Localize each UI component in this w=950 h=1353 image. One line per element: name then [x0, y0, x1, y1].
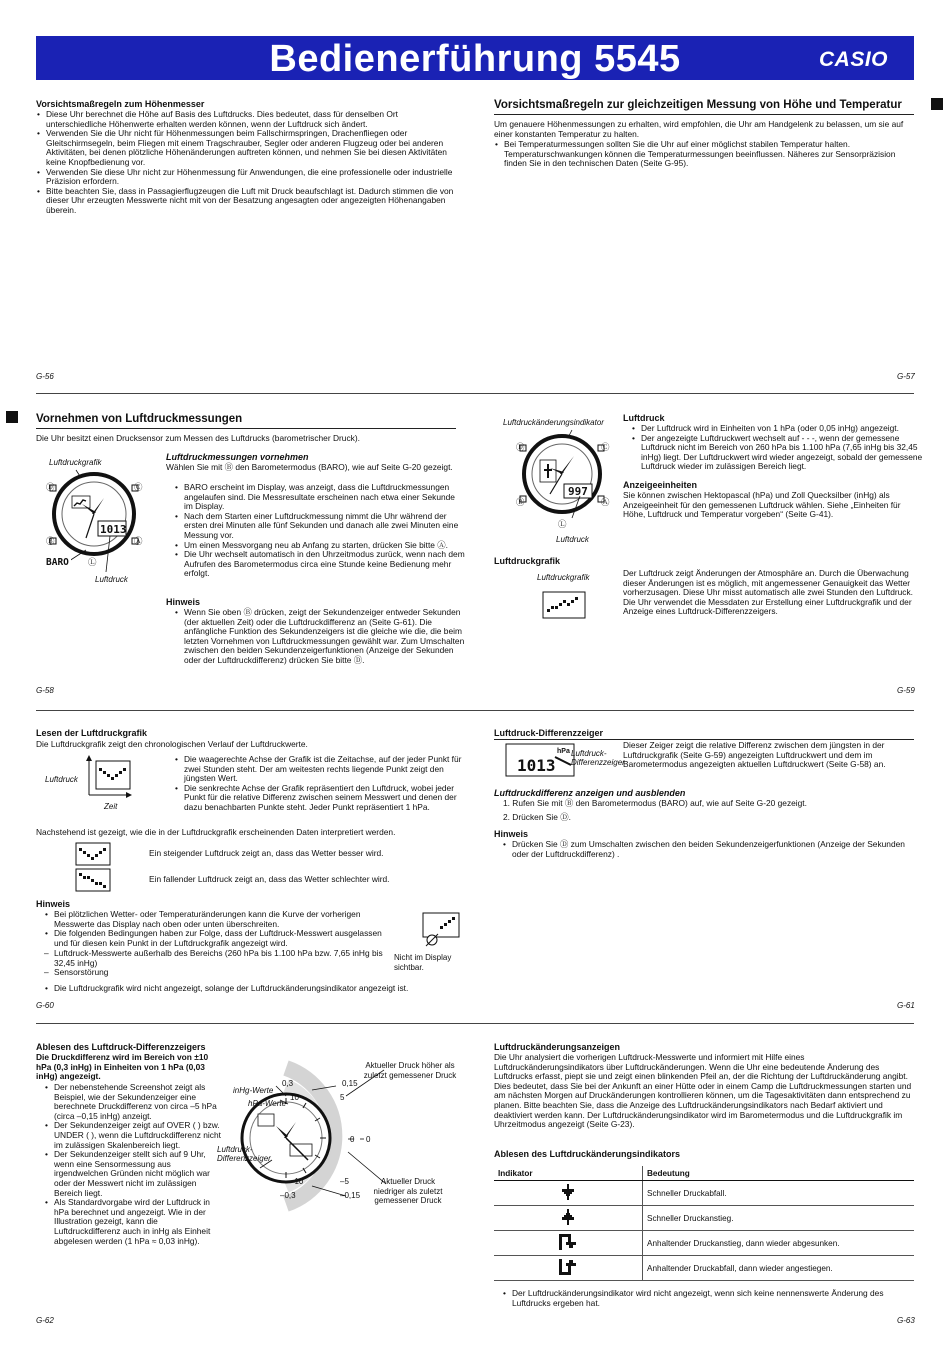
display-value: 997: [568, 485, 588, 498]
g62-bullets: [44, 1083, 222, 1246]
tick-hpa-3: –5: [340, 1177, 349, 1186]
g59-pressure-bullets: [631, 424, 924, 472]
page-divider: [36, 1023, 914, 1024]
tick-inhg-3: –0,15: [340, 1191, 361, 1200]
g60-last: [44, 984, 466, 994]
button-d-label: Ⓓ: [516, 442, 525, 452]
pressure-graph-icon: [542, 591, 586, 619]
g58-hint: [174, 608, 466, 666]
button-c-label: Ⓒ: [601, 442, 610, 452]
button-l-label: Ⓛ: [558, 519, 567, 529]
list-item: • Nach dem Starten einer Luftdruckmessung nimmt die Uhr während der ersten drei Minuten alle fünf Sekunden und danach alle zwei Minuten eine Messung vor.: [184, 512, 466, 541]
list-item: • BARO erscheint im Display, was anzeigt, dass die Luftdruckmessungen angelaufen sind. Die Messresultate erscheinen nach etwa einer Sekunde im Display.: [184, 483, 466, 512]
manual-title: Bedienerführung 5545: [269, 38, 681, 80]
section-marker: [931, 98, 943, 110]
axis-label-y: Luftdruck: [45, 775, 78, 784]
rising-text: Ein steigender Luftdruck zeigt an, dass das Wetter besser wird.: [149, 848, 384, 858]
g63-heading: Luftdruckänderungsanzeigen: [494, 1042, 621, 1052]
page-number: G-59: [897, 686, 915, 695]
g56-heading: Vorsichtsmaßregeln zum Höhenmesser: [36, 99, 205, 109]
g60-intro: Die Luftdruckgrafik zeigt den chronologischen Verlauf der Luftdruckwerte.: [36, 739, 308, 749]
g57-bullets: [494, 140, 914, 169]
page-number: G-57: [897, 372, 915, 381]
g59-graph-text: Der Luftdruck zeigt Änderungen der Atmosphäre an. Durch die Überwachung dieser Änderungen ist es möglich, mit angemessener Genauigkeit das Wetter vorherzusagen. Diese Uhr misst automatisch alle zwei Stunden den Luftdruck. Die Uhr verwendet die Messdaten zur Erstellung einer Luftdruckgrafik und der Anzeige eines Luftdruck-Differenzzeigers.: [623, 568, 914, 617]
list-item: • Die senkrechte Achse der Grafik repräsentiert den Luftdruck, wobei jeder Punkt für die relative Differenz zwischen seinem Messwert und denen der dazu benachbarten Punkte steht. Jeder Punkt repräsentiert 1 hPa.: [184, 784, 466, 813]
g57-heading: Vorsichtsmaßregeln zur gleichzeitigen Messung von Höhe und Temperatur: [494, 99, 902, 111]
list-item: • Der angezeigte Luftdruckwert wechselt auf - - -, wenn der gemessene Luftdruck nicht im Bereich von 260 hPa bis 1.100 hPa (7,65 inHg bis 32,45 inHg) liegt. Der Luftdruckwert wird wieder angezeigt, sobald der gemessene Luftdruck wieder im zulässigen Bereich liegt.: [641, 434, 924, 472]
g60-hint-heading: Hinweis: [36, 899, 71, 909]
button-b-label: Ⓑ: [516, 497, 525, 507]
divider: [36, 428, 456, 429]
rising-graph-icon: [75, 842, 111, 866]
g60-interp: Nachstehend ist gezeigt, wie die in der Luftdruckgrafik erscheinenden Daten interpretiert werden.: [36, 827, 396, 837]
list-item: • Bitte beachten Sie, dass in Passagierflugzeugen die Luft mit Druck beaufschlagt ist. Dadurch stimmen die von dieser Uhr erzeugten Messwerte nicht mit von der Besatzung angesagten oder angezeigten Höhenangaben überein.: [46, 187, 460, 216]
dash-item: – Sensorstörung: [44, 967, 109, 978]
unit-label: hPa: [557, 748, 570, 755]
g58-hint-heading: Hinweis: [166, 597, 201, 607]
g63-text: Die Uhr analysiert die vorherigen Luftdruck-Messwerte und informiert mit Hilfe eines Luftdruckänderungsindikators über Luftdruckänderungen. Wenn die Uhr eine bedeutende Änderung des Luftdrucks erfasst, piept sie und zeigt einen blinkenden Pfeil an, der die Richtung der Luftdruckänderung angibt. Dies bedeutet, dass Sie bei der Ankunft an einer Hütte oder in einem Camp die Luftdruckmessungen starten und am nächsten Morgen auf Druckänderungen kontrollieren können, um die Tagesaktivitäten dann entsprechend zu planen. Bitte beachten Sie, dass die Anzeige des Luftdruckänderungsindikators nach Bedarf aktiviert und deaktiviert werden kann. Der Luftdruckänderungsindikator wird im Barometermodus und die Luftdruckgrafik im Uhrzeitmodus angezeigt (Seite G-23).: [494, 1052, 912, 1130]
list-item: • Der Sekundenzeiger stellt sich auf 9 Uhr, wenn eine Sensormessung aus irgendwelchen Gründen nicht möglich war oder der Messwert nicht im zulässigen Bereich liegt.: [54, 1150, 222, 1198]
g58-step: Wählen Sie mit Ⓑ den Barometermodus (BARO), wie auf Seite G-20 gezeigt.: [166, 462, 453, 472]
g60-heading: Lesen der Luftdruckgrafik: [36, 728, 148, 738]
tick-inhg-1: 0,15: [342, 1079, 358, 1088]
button-b-label: Ⓑ: [46, 536, 55, 546]
list-item: • Die Uhr wechselt automatisch in den Uhrzeitmodus zurück, wenn nach dem Aufrufen des Barometermodus circa eine Stunde keine Bedienung mehr erfolgt.: [184, 550, 466, 579]
list-item: • Der Luftdruckänderungsindikator wird nicht angezeigt, wenn sich keine nennenswerte Änderung des Luftdrucks ergeben hat.: [512, 1289, 922, 1308]
list-item: • Drücken Sie Ⓓ zum Umschalten zwischen den beiden Sekundenzeigerfunktionen (Anzeige der Sekunden oder der Luftdruckdifferenz) .: [512, 840, 922, 859]
axis-label-x: Zeit: [104, 802, 118, 811]
g62-heading: Ablesen des Luftdruck-Differenzzeigers: [36, 1042, 206, 1052]
not-shown-label: Nicht im Display sichtbar.: [394, 953, 452, 972]
g58-intro: Die Uhr besitzt einen Drucksensor zum Messen des Luftdrucks (barometrischer Druck).: [36, 433, 360, 443]
meaning-cell: Schneller Druckabfall.: [643, 1181, 915, 1206]
list-item: • Um einen Messvorgang neu ab Anfang zu starten, drücken Sie bitte Ⓐ.: [184, 541, 466, 551]
col-meaning: Bedeutung: [643, 1166, 915, 1181]
fig-label: Luftdruckgrafik: [537, 573, 590, 582]
button-c-label: Ⓒ: [134, 482, 143, 492]
g58-bullets: [174, 483, 466, 579]
g59-graph-heading: Luftdruckgrafik: [494, 556, 561, 566]
meaning-cell: Anhaltender Druckabfall, dann wieder angestiegen.: [643, 1256, 915, 1281]
page-number: G-61: [897, 1001, 915, 1010]
col-indicator: Indikator: [494, 1166, 643, 1181]
g58-heading: Vornehmen von Luftdruckmessungen: [36, 413, 243, 425]
page-number: G-63: [897, 1316, 915, 1325]
lower-pressure-label: Aktueller Druck niedriger als zuletzt gemessener Druck: [373, 1177, 443, 1206]
g62-intro: Die Druckdifferenz wird im Bereich von ±10 hPa (0,3 inHg) in Einheiten von 1 hPa (0,03 inHg) angezeigt.: [36, 1052, 209, 1082]
g61-intro: Dieser Zeiger zeigt die relative Differenz zwischen dem jüngsten in der Luftdruckgrafik (Seite G-59) angezeigten Luftdruckwert und dem im Barometermodus angezeigten aktuellen Luftdruckwert (Seite G-58) an.: [623, 740, 886, 770]
table-row: [494, 1231, 914, 1256]
g60-dash-list: [44, 949, 384, 978]
g61-step2: 2. Drücken Sie Ⓓ.: [503, 812, 571, 822]
tick-hpa-0: 10: [290, 1093, 299, 1102]
falling-text: Ein fallender Luftdruck zeigt an, dass das Wetter schlechter wird.: [149, 874, 390, 884]
hpa-label: hPa-Werte: [248, 1099, 287, 1108]
divider: [494, 114, 914, 115]
g61-heading: Luftdruck-Differenzzeiger: [494, 728, 604, 738]
pressure-fall-fast-icon: [494, 1181, 643, 1206]
g59-units-text: Sie können zwischen Hektopascal (hPa) und Zoll Quecksilber (inHg) als Anzeigeeinheit für den gemessenen Luftdruck wählen. Siehe „Einheiten für Höhe, Luftdruck und Temperatur vorgeben“ (Seite G-41).: [623, 490, 901, 520]
inhg-label: inHg-Werte: [233, 1086, 274, 1095]
pressure-rise-fast-icon: [494, 1206, 643, 1231]
table-row: [494, 1256, 914, 1281]
g60-bullets: [174, 755, 466, 813]
g63-note: [502, 1289, 922, 1308]
button-a-label: Ⓐ: [134, 536, 143, 546]
list-item: • Der Sekundenzeiger zeigt auf OVER ( ) bzw. UNDER ( ), wenn die Luftdruckdifferenz nicht im zulässigen Skalenbereich liegt.: [54, 1121, 222, 1150]
list-item: • Die Luftdruckgrafik wird nicht angezeigt, solange der Luftdruckänderungsindikator angezeigt ist.: [54, 984, 466, 994]
tick-hpa-4: –10: [290, 1177, 304, 1186]
falling-graph-icon: [75, 868, 111, 892]
page-number: G-60: [36, 1001, 54, 1010]
graph-axes-diagram: [84, 755, 134, 801]
dash-item: – Luftdruck-Messwerte außerhalb des Bereichs (260 hPa bis 1.100 hPa bzw. 7,65 inHg bis 32,45 inHg): [44, 948, 383, 968]
fig-label: Luftdruck: [95, 575, 128, 584]
g61-subheading: Luftdruckdifferenz anzeigen und ausblenden: [494, 788, 686, 798]
hidden-point-graph-icon: [422, 912, 462, 948]
rise-then-fall-icon: [494, 1231, 643, 1256]
button-d-label: Ⓓ: [46, 482, 55, 492]
page-divider: [36, 393, 914, 394]
tick-hpa-1: 5: [340, 1093, 345, 1102]
header-banner: [36, 36, 914, 80]
list-item: • Wenn Sie oben Ⓑ drücken, zeigt der Sekundenzeiger entweder Sekunden (der aktuellen Zeit) oder die Luftdruckdifferenz an (Seite G-61). Die anfängliche Funktion des Sekundenzeigers ist die gleiche wie die, die beim letzten Vornehmen von Luftdruckmessungen gewählt war. Zum Umschalten zwischen den beiden Sekundenzeigerfunktionen (Anzeige der Sekunden oder der Luftdruckdifferenz) drücken Sie bitte Ⓓ.: [184, 608, 466, 666]
casio-logo: CASIO: [818, 48, 888, 71]
watch-illustration: [510, 428, 614, 532]
button-a-label: Ⓐ: [601, 497, 610, 507]
indicator-table: [494, 1166, 914, 1281]
baro-indicator: BARO: [46, 557, 69, 568]
meaning-cell: Schneller Druckanstieg.: [643, 1206, 915, 1231]
g63-table-heading: Ablesen des Luftdruckänderungsindikators: [494, 1149, 681, 1159]
list-item: • Der Luftdruck wird in Einheiten von 1 hPa (oder 0,05 inHg) angezeigt.: [641, 424, 924, 434]
section-marker: [6, 411, 18, 423]
fig-label: Luftdruckgrafik: [49, 458, 102, 467]
table-row: [494, 1181, 914, 1206]
table-row: [494, 1206, 914, 1231]
g60-hints: [44, 910, 394, 948]
table-header-row: [494, 1166, 914, 1181]
fig-label: Luftdruck: [556, 535, 589, 544]
display-value: 1013: [517, 756, 556, 775]
diff-pointer-label: Luftdruck-Differenzzeiger: [217, 1145, 271, 1163]
fig-label: Luftdruckänderungsindikator: [503, 418, 604, 427]
list-item: • Bei Temperaturmessungen sollten Sie die Uhr auf einer möglichst stabilen Temperatur halten. Temperaturschwankungen können die Temperaturmessungen beeinflussen. Näheres zur Sensorpräzision finden Sie in den technischen Daten (Seite G-95).: [504, 140, 914, 169]
g57-intro: Um genauere Höhenmessungen zu erhalten, wird empfohlen, die Uhr am Handgelenk zu belassen, um sie auf einer konstanten Temperatur zu halten.: [494, 119, 904, 139]
higher-pressure-label: Aktueller Druck höher als zuletzt gemessener Druck: [363, 1061, 457, 1080]
tick-inhg-4: –0,3: [280, 1191, 296, 1200]
fig-label: Luftdruck-Differenzzeiger: [571, 749, 625, 767]
g59-units-heading: Anzeigeeinheiten: [623, 480, 698, 490]
list-item: • Der nebenstehende Screenshot zeigt als Beispiel, wie der Sekundenzeiger eine berechnete Druckdifferenz von circa –5 hPa (circa –0,15 inHg) anzeigt.: [54, 1083, 222, 1121]
page-number: G-56: [36, 372, 54, 381]
tick-hpa-2: 0: [350, 1135, 355, 1144]
list-item: • Die waagerechte Achse der Grafik ist die Zeitachse, auf der jeder Punkt für zwei Stunden steht. Der am weitesten rechts liegende Punkt zeigt den jüngsten Wert.: [184, 755, 466, 784]
list-item: • Verwenden Sie diese Uhr nicht zur Höhenmessung für Anwendungen, die eine professionelle oder industrielle Präzision erfordern.: [46, 168, 460, 187]
list-item: • Bei plötzlichen Wetter- oder Temperaturänderungen kann die Kurve der vorherigen Messwerte das Display nach oben oder unten überschreiten.: [54, 910, 394, 929]
fall-then-rise-icon: [494, 1256, 643, 1281]
meaning-cell: Anhaltender Druckanstieg, dann wieder abgesunken.: [643, 1231, 915, 1256]
display-value: 1013: [100, 523, 127, 536]
list-item: • Diese Uhr berechnet die Höhe auf Basis des Luftdrucks. Dies bedeutet, dass für denselben Ort unterschiedliche Höhenwerte erhalten werden können, wenn der Luftdruck sich ändert.: [46, 110, 460, 129]
g56-bullets: [36, 110, 460, 216]
page-number: G-58: [36, 686, 54, 695]
g61-step1: 1. Rufen Sie mit Ⓑ den Barometermodus (BARO) auf, wie auf Seite G-20 gezeigt.: [503, 798, 807, 808]
list-item: • Verwenden Sie die Uhr nicht für Höhenmessungen beim Fallschirmspringen, Drachenfliegen oder Gleitschirmsegeln, beim Fliegen mit einem Tragschrauber, Segler oder anderen Flugzeug oder bei anderen Aktivitäten, bei denen plötzliche Höhenänderungen auftreten können, und nehmen Sie bei diesen Aktivitäten keine Knopfbedienung vor.: [46, 129, 460, 167]
g59-pressure-heading: Luftdruck: [623, 413, 665, 423]
page-number: G-62: [36, 1316, 54, 1325]
differential-pointer-display: [505, 743, 577, 779]
g58-subheading: Luftdruckmessungen vornehmen: [166, 452, 309, 462]
tick-inhg-2: 0: [366, 1135, 371, 1144]
page-divider: [36, 710, 914, 711]
list-item: • Die folgenden Bedingungen haben zur Folge, dass der Luftdruck-Messwert ausgelassen und für diesen kein Punkt in der Luftdruckgrafik angezeigt wird.: [54, 929, 394, 948]
g61-hint: [502, 840, 922, 859]
list-item: • Als Standardvorgabe wird der Luftdruck in hPa berechnet und angezeigt. Wie in der Illustration gezeigt, kann die Luftdruckdifferenz auch in inHg als Einheit abgelesen werden (1 hPa ≈ 0,03 inHg).: [54, 1198, 222, 1246]
button-l-label: Ⓛ: [88, 557, 97, 567]
tick-inhg-0: 0,3: [282, 1079, 294, 1088]
g61-hint-heading: Hinweis: [494, 829, 529, 839]
